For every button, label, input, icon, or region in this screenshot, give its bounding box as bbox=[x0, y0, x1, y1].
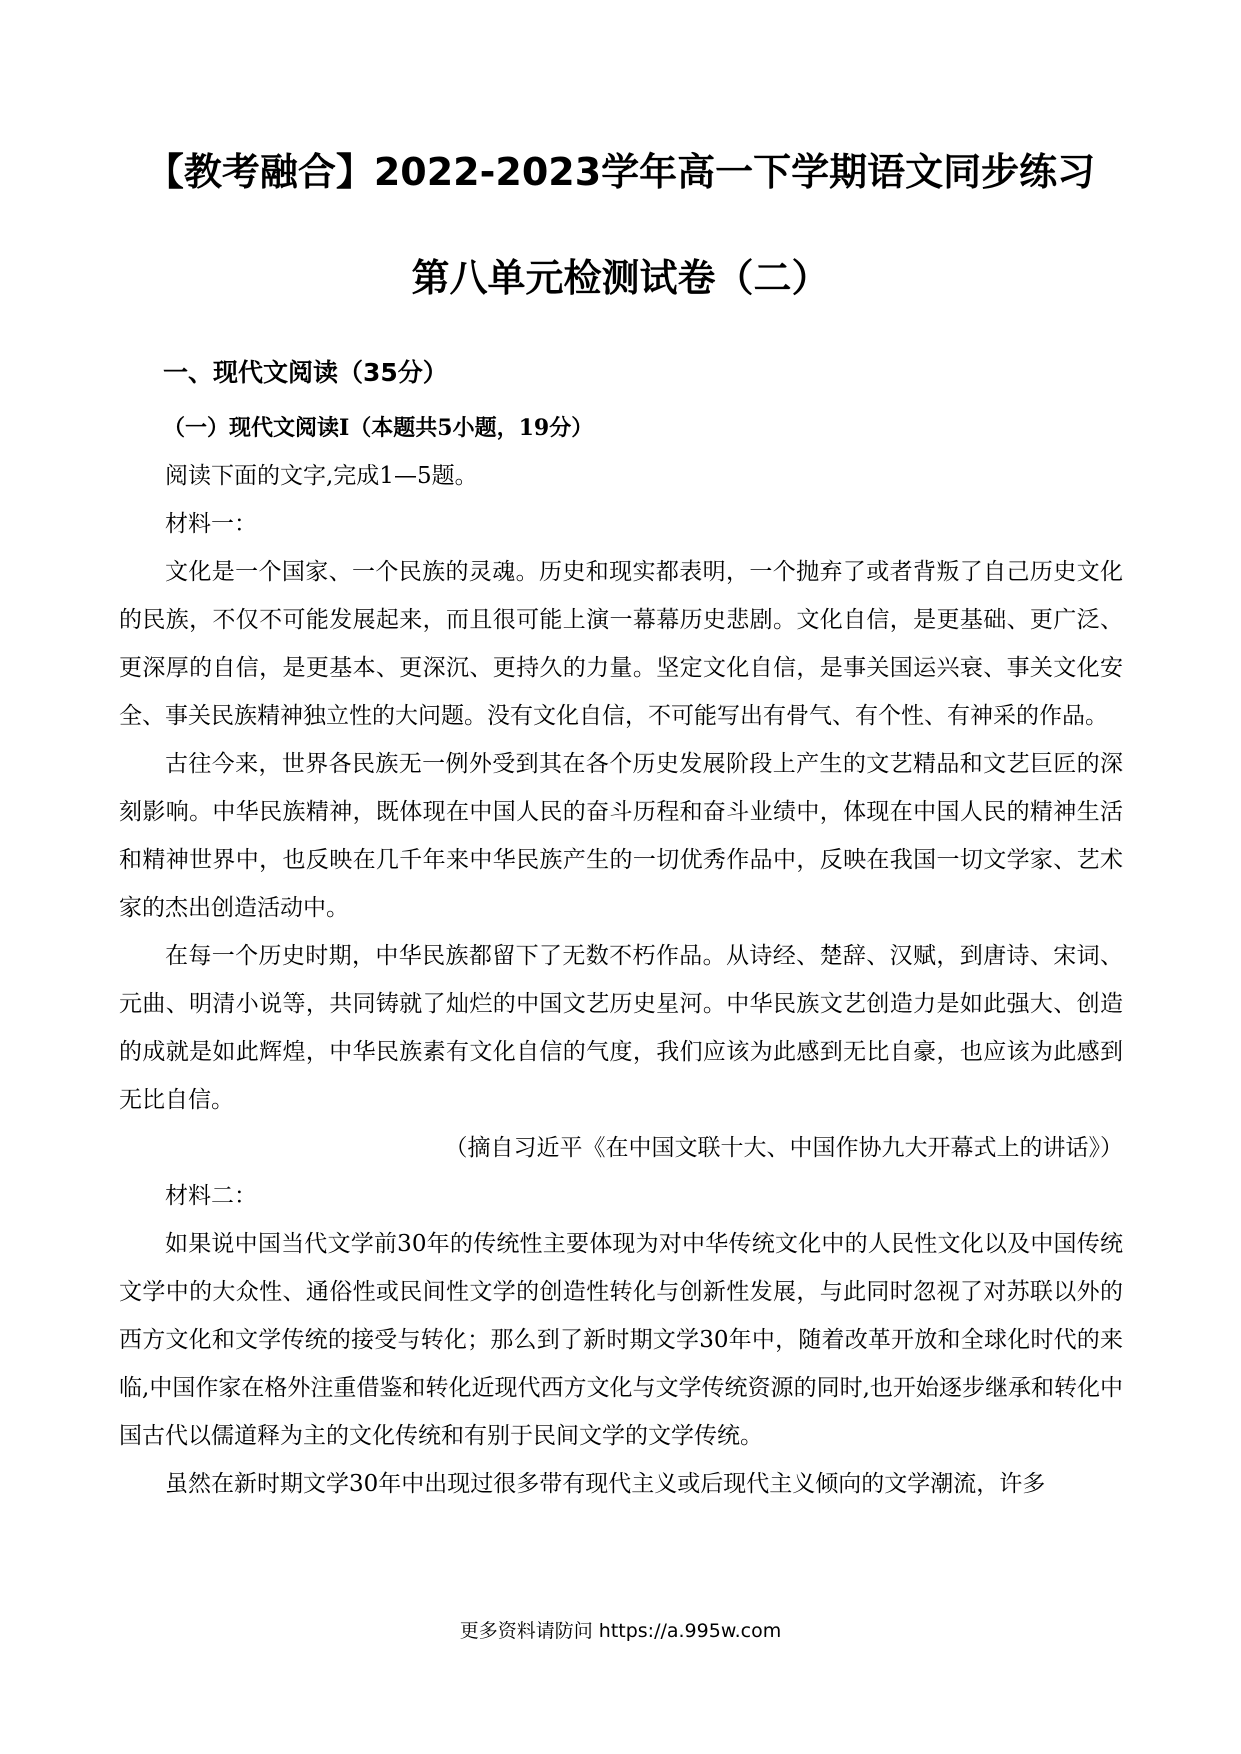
material-one-paragraph: 文化是一个国家、一个民族的灵魂。历史和现实都表明，一个抛弃了或者背叛了自己历史文化的民族，不仅不可能发展起来，而且很可能上演一幕幕历史悲剧。文化自信，是更基础、更广泛、更深厚的自信，是更基本、更深沉、更持久的力量。坚定文化自信，是事关国运兴衰、事关文化安全、事关民族精神独立性的大问题。没有文化自信，不可能写出有骨气、有个性、有神采的作品。 bbox=[119, 559, 1123, 729]
material-one-paragraph: 在每一个历史时期，中华民族都留下了无数不朽作品。从诗经、楚辞、汉赋，到唐诗、宋词、元曲、明清小说等，共同铸就了灿烂的中国文艺历史星河。中华民族文艺创造力是如此强大、创造的成就是如此辉煌，中华民族素有文化自信的气度，我们应该为此感到无比自豪，也应该为此感到无比自信。 bbox=[119, 943, 1123, 1113]
material-two-paragraph: 虽然在新时期文学30年中出现过很多带有现代主义或后现代主义倾向的文学潮流，许多 bbox=[165, 1471, 1046, 1497]
footer-link[interactable] bbox=[0, 1617, 1241, 1645]
reading-passage bbox=[119, 500, 1123, 1508]
sub-heading: （一）现代文阅读Ⅰ（本题共5小题，19分） bbox=[163, 415, 594, 441]
material-two-paragraph: 如果说中国当代文学前30年的传统性主要体现为对中华传统文化中的人民性文化以及中国传统文学中的大众性、通俗性或民间性文学的创造性转化与创新性发展，与此同时忽视了对苏联以外的西方文化和文学传统的接受与转化；那么到了新时期文学30年中，随着改革开放和全球化时代的来临,中国作家在格外注重借鉴和转化近现代西方文化与文学传统资源的同时,也开始逐步继承和转化中国古代以儒道释为主的文化传统和有别于民间文学的文学传统。 bbox=[119, 1231, 1123, 1449]
material-one-paragraph: 古往今来，世界各民族无一例外受到其在各个历史发展阶段上产生的文艺精品和文艺巨匠的深刻影响。中华民族精神，既体现在中国人民的奋斗历程和奋斗业绩中，体现在中国人民的精神生活和精神世界中，也反映在几千年来中华民族产生的一切优秀作品中，反映在我国一切文学家、艺术家的杰出创造活动中。 bbox=[119, 751, 1123, 921]
reading-instruction bbox=[119, 452, 1123, 500]
material-one-source: （摘自习近平《在中国文联十大、中国作协九大开幕式上的讲话》） bbox=[444, 1135, 1123, 1161]
section-heading: 一、现代文阅读（35分） bbox=[163, 358, 448, 387]
footer-text[interactable]: 更多资料请防问 https://a.995w.com bbox=[459, 1620, 782, 1642]
material-one-label: 材料一： bbox=[165, 511, 257, 537]
document-subtitle: 第八单元检测试卷（二） bbox=[411, 256, 830, 300]
document-title: 【教考融合】2022-2023学年高一下学期语文同步练习 bbox=[145, 150, 1096, 194]
instruction-text: 阅读下面的文字,完成1—5题。 bbox=[165, 463, 478, 489]
material-two-label: 材料二： bbox=[165, 1183, 257, 1209]
